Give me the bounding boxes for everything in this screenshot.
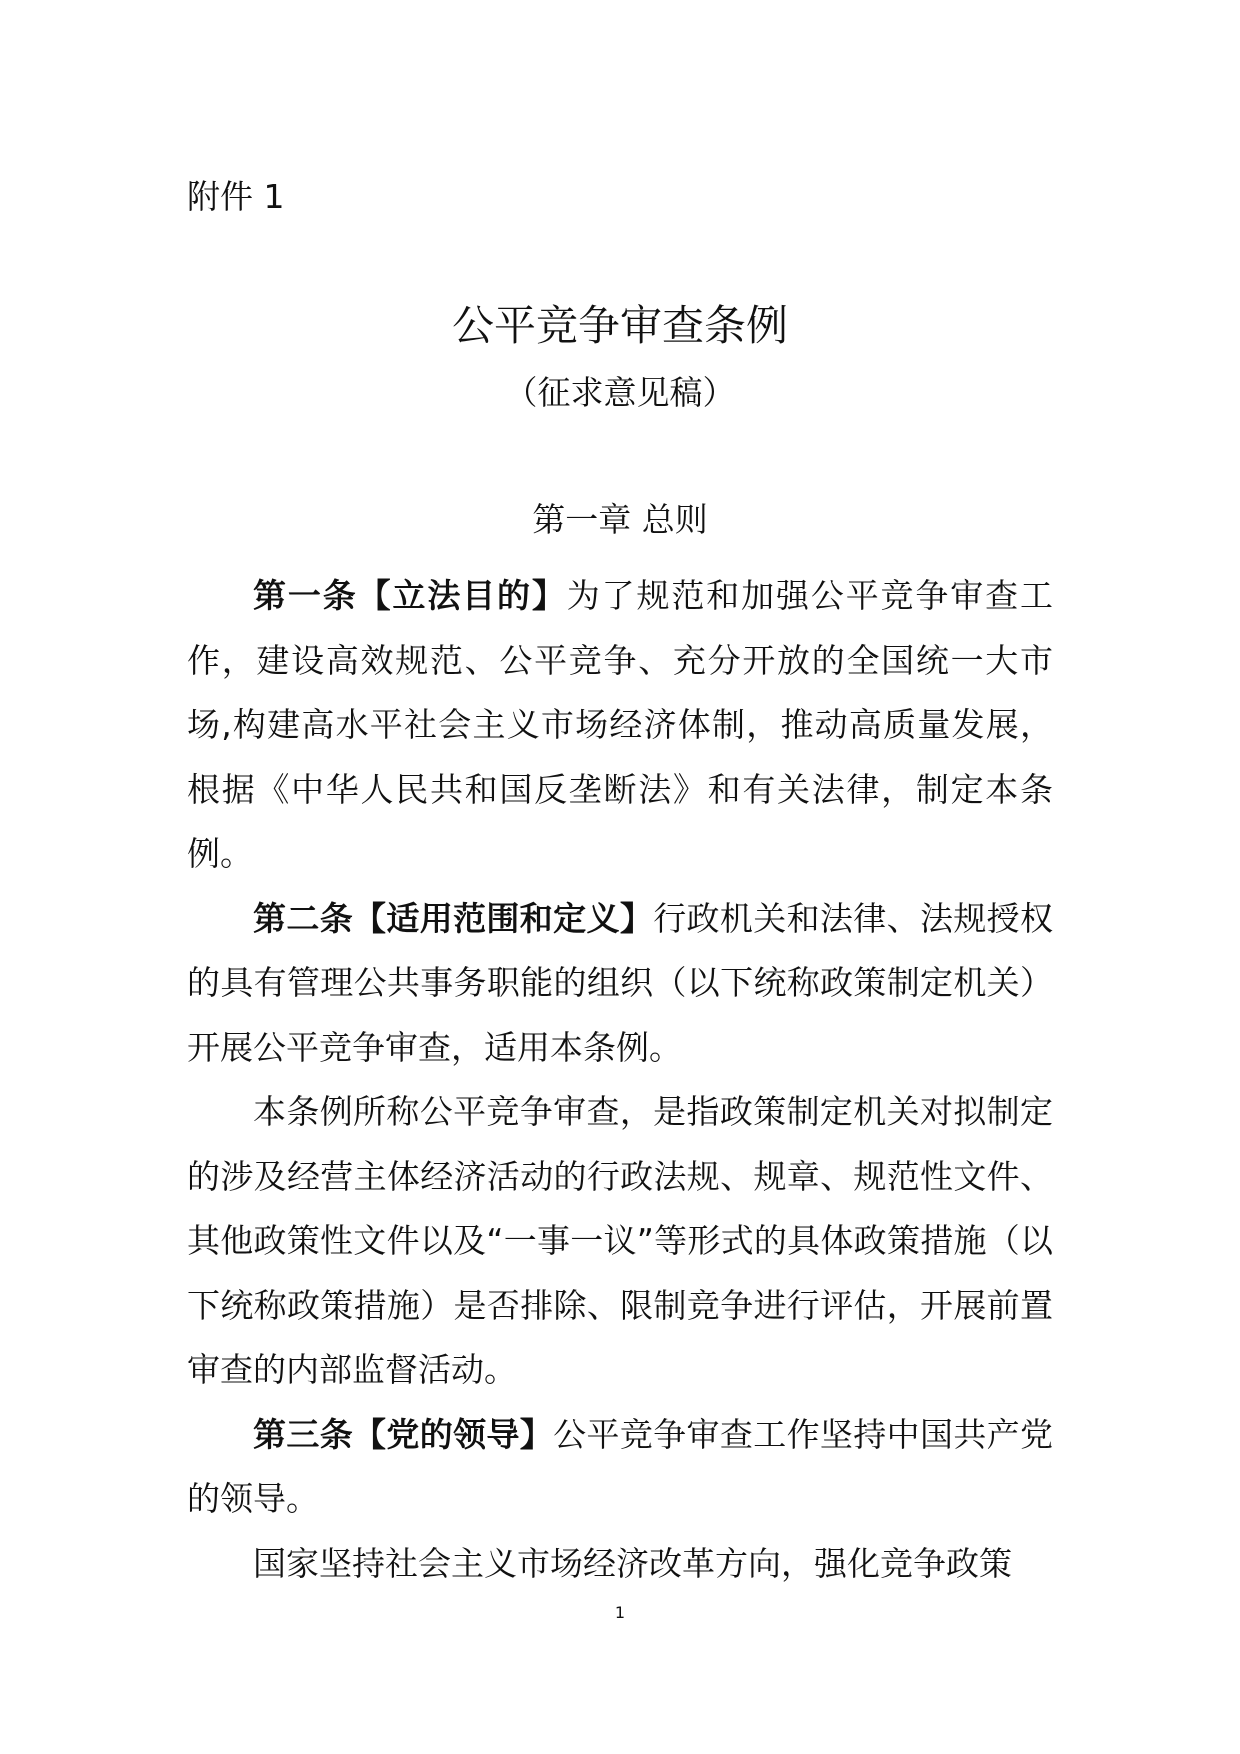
article-2-definition-text: 本条例所称公平竞争审查，是指政策制定机关对拟制定的涉及经营主体经济活动的行政法规、规章、规范性文件、其他政策性文件以及“一事一议”等形式的具体政策措施（以下统称政策措施）是否排除、限制竞争进行评估，开展前置审查的内部监督活动。: [187, 1092, 1053, 1389]
article-3-continuation-text: 国家坚持社会主义市场经济改革方向，强化竞争政策: [253, 1543, 1012, 1583]
article-1-heading: 第一条【立法目的】: [253, 576, 567, 615]
article-2-paragraph: [187, 887, 1053, 1081]
page-number: 1: [614, 1603, 626, 1622]
article-2-heading: 第二条【适用范围和定义】: [253, 898, 654, 938]
chapter-heading: 第一章 总则: [532, 500, 708, 539]
article-3-paragraph: [187, 1403, 1053, 1532]
article-3-continuation-paragraph: [187, 1532, 1053, 1597]
article-3-heading: 第三条【党的领导】: [253, 1414, 554, 1454]
article-1-text: 为了规范和加强公平竞争审查工作，建设高效规范、公平竞争、充分开放的全国统一大市场,构建高水平社会主义市场经济体制，推动高质量发展，根据《中华人民共和国反垄断法》和有关法律，制定本条例。: [187, 576, 1054, 873]
document-title: 公平竞争审查条例: [451, 301, 788, 350]
article-1-paragraph: [187, 564, 1053, 887]
article-2-definition-paragraph: [187, 1080, 1053, 1403]
article-3-text: 公平竞争审查工作坚持中国共产党的领导。: [187, 1414, 1054, 1518]
document-body: [187, 564, 1053, 1596]
document-subtitle: （征求意见稿）: [504, 373, 736, 412]
article-2-text: 行政机关和法律、法规授权的具有管理公共事务职能的组织（以下统称政策制定机关）开展公平竞争审查，适用本条例。: [187, 898, 1054, 1067]
attachment-label: 附件 1: [187, 177, 285, 216]
